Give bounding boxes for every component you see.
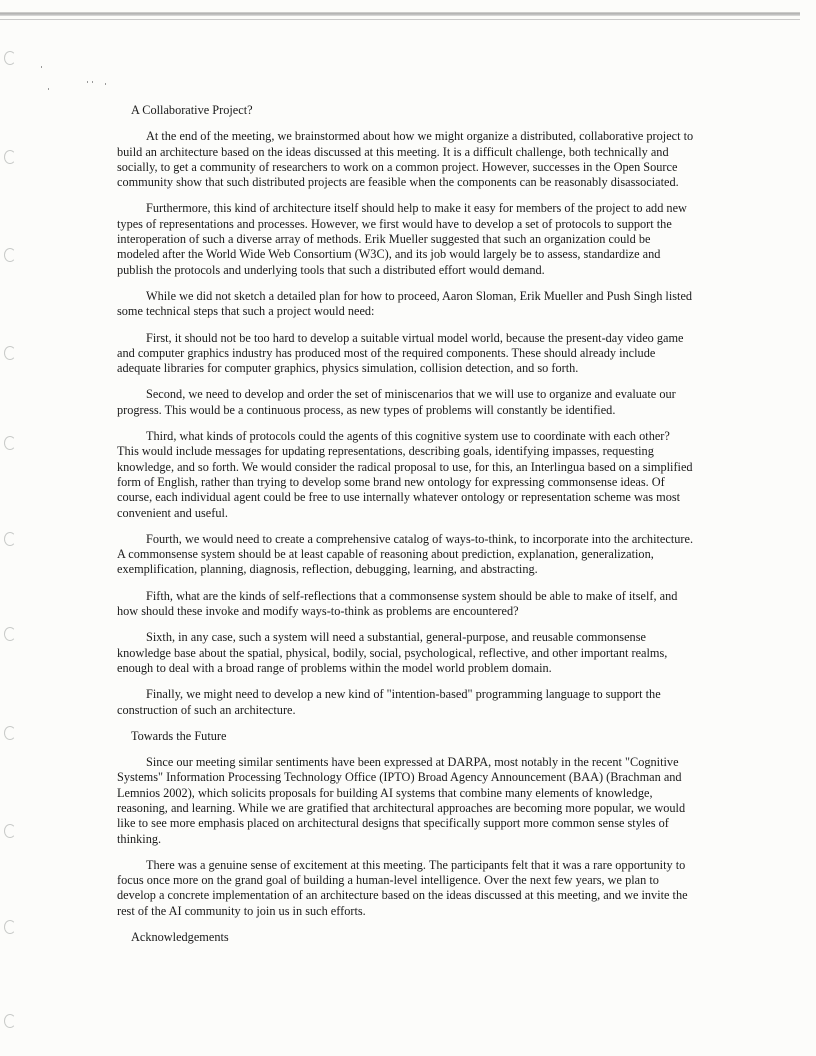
paragraph: While we did not sketch a detailed plan for how to proceed, Aaron Sloman, Erik Mueller and Push Singh listed some technical steps that such a project would need:: [117, 288, 693, 319]
document-body: [117, 103, 694, 956]
binder-hole-mark: [4, 51, 16, 65]
binder-hole-mark: [4, 436, 16, 450]
paragraph: Second, we need to develop and order the set of miniscenarios that we will use to organize and evaluate our progress. This would be a continuous process, as new types of problems will constantly be identified.: [117, 387, 676, 417]
binder-hole-mark: [4, 1014, 16, 1028]
paragraph: At the end of the meeting, we brainstormed about how we might organize a distributed, collaborative project to build an architecture based on the ideas discussed at this meeting. It is a difficult challenge, both technically and socially, to get a community of researchers to work on a common project. However, successes in the Open Source community show that such distributed projects are feasible when the components can be reasonably disassociated.: [117, 129, 694, 190]
binder-hole-mark: [4, 346, 16, 360]
binder-hole-mark: [4, 824, 16, 838]
scan-speck: [48, 88, 49, 90]
scan-top-rule: [0, 12, 800, 16]
binder-hole-mark: [4, 248, 16, 262]
paragraph: First, it should not be too hard to develop a suitable virtual model world, because the present-day video game and computer graphics industry has produced most of the required components. These should already include adequate libraries for computer graphics, physics simulation, collision detection, and so forth.: [117, 330, 684, 376]
binder-hole-mark: [4, 920, 16, 934]
binder-hole-mark: [4, 150, 16, 164]
paragraph: Fifth, what are the kinds of self-reflections that a commonsense system should be able to make of itself, and how should these invoke and modify ways-to-think as problems are encountered?: [117, 588, 678, 619]
scan-speck: [41, 66, 42, 68]
paragraph: Finally, we might need to develop a new kind of "intention-based" programming language to support the construction of such an architecture.: [117, 687, 661, 717]
paragraph: Third, what kinds of protocols could the agents of this cognitive system use to coordinate with each other? This would include messages for updating representations, describing goals, identifying impasses, requesting knowledge, and so forth. We would consider the radical proposal to use, for this, an Interlingua based on a simplified form of English, rather than trying to develop some brand new ontology for expressing commonsense ideas. Of course, each individual agent could be free to use internally whatever ontology or representation scheme was most convenient and useful.: [117, 429, 693, 520]
paragraph: Furthermore, this kind of architecture itself should help to make it easy for members of the project to add new types of representations and processes. However, we first would have to develop a set of protocols to support the interoperation of such a diverse array of methods. Erik Mueller suggested that such an organization could be modeled after the World Wide Web Consortium (W3C), and its job would largely be to assess, standardize and publish the protocols and underlying tools that such a distributed effort would demand.: [117, 201, 687, 277]
paragraph: Since our meeting similar sentiments have been expressed at DARPA, most notably in the recent "Cognitive Systems" Information Processing Technology Office (IPTO) Broad Agency Announcement (BAA) (Brachman and Lemnios 2002), which solicits proposals for building AI systems that combine many elements of knowledge, reasoning, and learning. While we are gratified that architectural approaches are becoming more popular, we would like to see more emphasis placed on architectural designs that specifically support more common sense styles of thinking.: [117, 755, 686, 846]
scan-speck: [87, 81, 88, 83]
scan-top-rule-thin: [0, 19, 800, 20]
binder-hole-mark: [4, 627, 16, 641]
scan-speck: [105, 83, 106, 85]
paragraph: Fourth, we would need to create a comprehensive catalog of ways-to-think, to incorporate into the architecture. A commonsense system should be at least capable of reasoning about prediction, explanation, generalization, exemplification, planning, diagnosis, reflection, debugging, learning, and abstracting.: [117, 531, 694, 577]
binder-hole-mark: [4, 726, 16, 740]
section-heading: A Collaborative Project?: [131, 103, 253, 117]
section-heading: Towards the Future: [131, 728, 227, 743]
paragraph: There was a genuine sense of excitement at this meeting. The participants felt that it was a rare opportunity to focus once more on the grand goal of building a human-level intelligence. Over the next few years, we plan to develop a concrete implementation of an architecture based on the ideas discussed at this meeting, and we invite the rest of the AI community to join us in such efforts.: [117, 857, 688, 918]
section-heading: Acknowledgements: [131, 930, 229, 945]
binder-hole-mark: [4, 532, 16, 546]
paragraph: Sixth, in any case, such a system will need a substantial, general-purpose, and reusable commonsense knowledge base about the spatial, physical, bodily, social, psychological, reflective, and other important realms, enough to deal with a broad range of problems within the model world problem domain.: [117, 630, 668, 675]
scan-speck: [92, 81, 93, 83]
